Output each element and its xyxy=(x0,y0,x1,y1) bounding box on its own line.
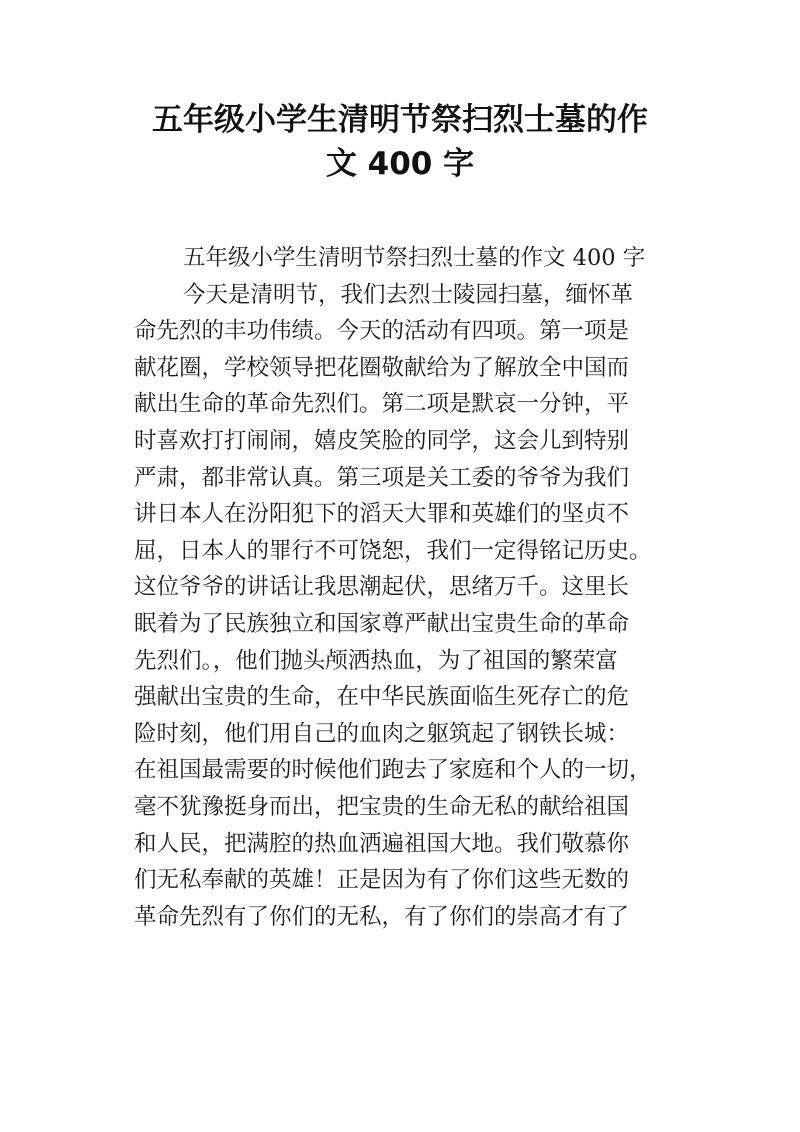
body-line: 在祖国最需要的时候他们跑去了家庭和个人的一切， xyxy=(134,757,652,784)
body-line: 险时刻，他们用自己的血肉之躯筑起了钢铁长城： xyxy=(134,720,630,747)
body-line: 们无私奉献的英雄！正是因为有了你们这些无数的 xyxy=(134,867,630,894)
body-line: 献出生命的革命先烈们。第二项是默哀一分钟，平 xyxy=(134,391,630,418)
body-line: 时喜欢打打闹闹，嬉皮笑脸的同学，这会儿到特别 xyxy=(134,427,630,454)
body-line: 和人民，把满腔的热血洒遍祖国大地。我们敬慕你 xyxy=(134,830,630,857)
body-line: 先烈们。，他们抛头颅洒热血，为了祖国的繁荣富 xyxy=(134,647,618,674)
document-body xyxy=(134,240,694,935)
body-line: 眠着为了民族独立和国家尊严献出宝贵生命的革命 xyxy=(134,610,630,637)
body-line: 命先烈的丰功伟绩。今天的活动有四项。第一项是 xyxy=(134,318,630,345)
body-line: 革命先烈有了你们的无私，有了你们的崇高才有了 xyxy=(134,903,630,930)
title-line-1: 五年级小学生清明节祭扫烈士墓的作 xyxy=(152,102,648,138)
body-line: 严肃，都非常认真。第三项是关工委的爷爷为我们 xyxy=(134,464,630,491)
body-line: 献花圈，学校领导把花圈敬献给为了解放全中国而 xyxy=(134,354,630,381)
body-line: 屈，日本人的罪行不可饶恕，我们一定得铭记历史。 xyxy=(134,537,652,564)
title-line-2: 文 400 字 xyxy=(325,146,475,182)
body-line: 五年级小学生清明节祭扫烈士墓的作文 400 字 xyxy=(183,245,646,271)
body-line: 讲日本人在汾阳犯下的滔天大罪和英雄们的坚贞不 xyxy=(134,501,630,528)
document-title xyxy=(100,98,700,186)
body-line: 毫不犹豫挺身而出，把宝贵的生命无私的献给祖国 xyxy=(134,793,630,820)
body-line: 强献出宝贵的生命，在中华民族面临生死存亡的危 xyxy=(134,684,630,711)
body-line: 这位爷爷的讲话让我思潮起伏，思绪万千。这里长 xyxy=(134,574,630,601)
body-line: 今天是清明节，我们去烈士陵园扫墓，缅怀革 xyxy=(183,281,634,308)
